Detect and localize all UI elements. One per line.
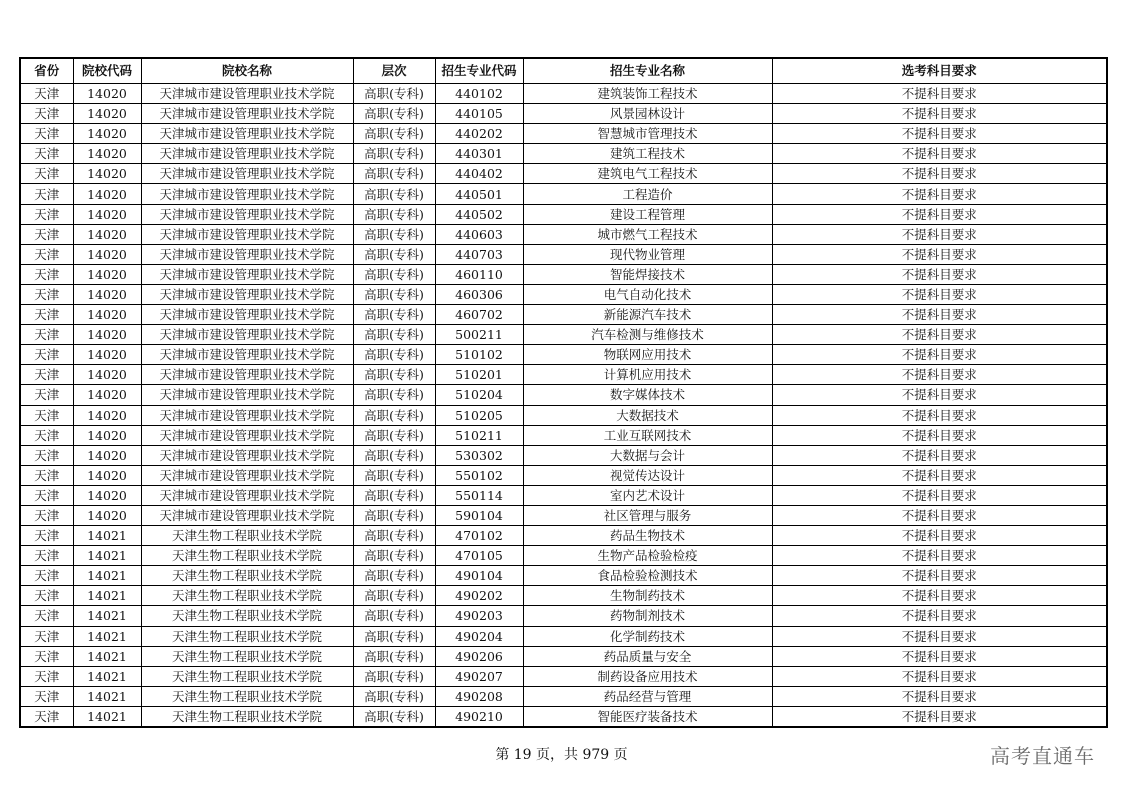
school-name-cell: 天津城市建设管理职业技术学院 bbox=[141, 445, 353, 465]
school-code-cell: 14021 bbox=[73, 566, 141, 586]
province-cell: 天津 bbox=[20, 465, 73, 485]
table-header bbox=[20, 58, 1107, 84]
level-cell: 高职(专科) bbox=[353, 144, 435, 164]
subject-requirement-cell: 不提科目要求 bbox=[772, 526, 1107, 546]
province-cell: 天津 bbox=[20, 405, 73, 425]
major-name-cell: 大数据与会计 bbox=[523, 445, 772, 465]
major-code-cell: 510205 bbox=[435, 405, 523, 425]
major-name-cell: 建筑装饰工程技术 bbox=[523, 84, 772, 104]
subject-requirement-cell: 不提科目要求 bbox=[772, 244, 1107, 264]
major-code-cell: 440105 bbox=[435, 104, 523, 124]
subject-requirement-cell: 不提科目要求 bbox=[772, 164, 1107, 184]
province-cell: 天津 bbox=[20, 706, 73, 727]
level-cell: 高职(专科) bbox=[353, 84, 435, 104]
province-cell: 天津 bbox=[20, 345, 73, 365]
school-name-cell: 天津城市建设管理职业技术学院 bbox=[141, 104, 353, 124]
major-code-cell: 490203 bbox=[435, 606, 523, 626]
major-name-cell: 城市燃气工程技术 bbox=[523, 224, 772, 244]
province-cell: 天津 bbox=[20, 546, 73, 566]
major-name-cell: 大数据技术 bbox=[523, 405, 772, 425]
major-name-cell: 计算机应用技术 bbox=[523, 365, 772, 385]
province-cell: 天津 bbox=[20, 485, 73, 505]
school-code-cell: 14020 bbox=[73, 345, 141, 365]
table-row bbox=[20, 626, 1107, 646]
school-code-cell: 14020 bbox=[73, 204, 141, 224]
major-code-cell: 440501 bbox=[435, 184, 523, 204]
subject-requirement-cell: 不提科目要求 bbox=[772, 706, 1107, 727]
table-row bbox=[20, 284, 1107, 304]
school-code-cell: 14020 bbox=[73, 445, 141, 465]
level-cell: 高职(专科) bbox=[353, 505, 435, 525]
school-code-cell: 14021 bbox=[73, 606, 141, 626]
subject-requirement-cell: 不提科目要求 bbox=[772, 385, 1107, 405]
level-cell: 高职(专科) bbox=[353, 666, 435, 686]
subject-requirement-cell: 不提科目要求 bbox=[772, 505, 1107, 525]
major-name-cell: 生物产品检验检疫 bbox=[523, 546, 772, 566]
level-cell: 高职(专科) bbox=[353, 485, 435, 505]
major-name-cell: 药物制剂技术 bbox=[523, 606, 772, 626]
school-name-cell: 天津城市建设管理职业技术学院 bbox=[141, 425, 353, 445]
school-name-cell: 天津城市建设管理职业技术学院 bbox=[141, 84, 353, 104]
major-name-cell: 建筑工程技术 bbox=[523, 144, 772, 164]
subject-requirement-cell: 不提科目要求 bbox=[772, 184, 1107, 204]
major-code-cell: 440402 bbox=[435, 164, 523, 184]
subject-requirement-cell: 不提科目要求 bbox=[772, 405, 1107, 425]
level-cell: 高职(专科) bbox=[353, 606, 435, 626]
table-row bbox=[20, 505, 1107, 525]
major-code-cell: 490206 bbox=[435, 646, 523, 666]
table-row bbox=[20, 566, 1107, 586]
level-cell: 高职(专科) bbox=[353, 445, 435, 465]
subject-requirement-cell: 不提科目要求 bbox=[772, 586, 1107, 606]
major-code-cell: 490104 bbox=[435, 566, 523, 586]
major-code-header: 招生专业代码 bbox=[435, 58, 523, 84]
major-code-cell: 510204 bbox=[435, 385, 523, 405]
school-code-cell: 14020 bbox=[73, 164, 141, 184]
table-row bbox=[20, 706, 1107, 727]
major-code-cell: 500211 bbox=[435, 325, 523, 345]
level-cell: 高职(专科) bbox=[353, 284, 435, 304]
major-name-cell: 汽车检测与维修技术 bbox=[523, 325, 772, 345]
school-name-cell: 天津生物工程职业技术学院 bbox=[141, 526, 353, 546]
subject-requirement-cell: 不提科目要求 bbox=[772, 84, 1107, 104]
level-cell: 高职(专科) bbox=[353, 626, 435, 646]
major-code-cell: 470105 bbox=[435, 546, 523, 566]
school-name-cell: 天津生物工程职业技术学院 bbox=[141, 686, 353, 706]
school-name-cell: 天津生物工程职业技术学院 bbox=[141, 666, 353, 686]
province-cell: 天津 bbox=[20, 646, 73, 666]
school-code-cell: 14020 bbox=[73, 305, 141, 325]
major-name-cell: 食品检验检测技术 bbox=[523, 566, 772, 586]
major-name-cell: 现代物业管理 bbox=[523, 244, 772, 264]
school-name-cell: 天津城市建设管理职业技术学院 bbox=[141, 405, 353, 425]
table-row bbox=[20, 264, 1107, 284]
school-name-cell: 天津城市建设管理职业技术学院 bbox=[141, 144, 353, 164]
school-name-cell: 天津生物工程职业技术学院 bbox=[141, 626, 353, 646]
school-name-cell: 天津城市建设管理职业技术学院 bbox=[141, 164, 353, 184]
major-name-cell: 电气自动化技术 bbox=[523, 284, 772, 304]
header-row bbox=[20, 58, 1107, 84]
subject-requirement-cell: 不提科目要求 bbox=[772, 686, 1107, 706]
major-name-cell: 化学制药技术 bbox=[523, 626, 772, 646]
province-cell: 天津 bbox=[20, 686, 73, 706]
table-row bbox=[20, 104, 1107, 124]
major-code-cell: 550102 bbox=[435, 465, 523, 485]
province-cell: 天津 bbox=[20, 184, 73, 204]
major-name-cell: 智能医疗装备技术 bbox=[523, 706, 772, 727]
province-cell: 天津 bbox=[20, 224, 73, 244]
level-cell: 高职(专科) bbox=[353, 345, 435, 365]
table-body bbox=[20, 84, 1107, 728]
province-cell: 天津 bbox=[20, 526, 73, 546]
major-code-cell: 490202 bbox=[435, 586, 523, 606]
level-cell: 高职(专科) bbox=[353, 465, 435, 485]
subject-requirement-cell: 不提科目要求 bbox=[772, 325, 1107, 345]
school-code-cell: 14020 bbox=[73, 385, 141, 405]
table-row bbox=[20, 244, 1107, 264]
level-cell: 高职(专科) bbox=[353, 405, 435, 425]
school-code-cell: 14020 bbox=[73, 144, 141, 164]
province-cell: 天津 bbox=[20, 445, 73, 465]
level-header: 层次 bbox=[353, 58, 435, 84]
province-cell: 天津 bbox=[20, 204, 73, 224]
subject-requirement-cell: 不提科目要求 bbox=[772, 365, 1107, 385]
province-cell: 天津 bbox=[20, 244, 73, 264]
table-row bbox=[20, 465, 1107, 485]
level-cell: 高职(专科) bbox=[353, 706, 435, 727]
major-name-cell: 风景园林设计 bbox=[523, 104, 772, 124]
level-cell: 高职(专科) bbox=[353, 224, 435, 244]
subject-requirement-cell: 不提科目要求 bbox=[772, 606, 1107, 626]
table-row bbox=[20, 646, 1107, 666]
major-code-cell: 490210 bbox=[435, 706, 523, 727]
school-name-cell: 天津城市建设管理职业技术学院 bbox=[141, 505, 353, 525]
subject-requirement-cell: 不提科目要求 bbox=[772, 546, 1107, 566]
level-cell: 高职(专科) bbox=[353, 244, 435, 264]
major-code-cell: 510211 bbox=[435, 425, 523, 445]
school-code-cell: 14020 bbox=[73, 224, 141, 244]
subject-requirement-cell: 不提科目要求 bbox=[772, 666, 1107, 686]
level-cell: 高职(专科) bbox=[353, 365, 435, 385]
major-name-cell: 新能源汽车技术 bbox=[523, 305, 772, 325]
school-name-cell: 天津城市建设管理职业技术学院 bbox=[141, 345, 353, 365]
major-name-cell: 工程造价 bbox=[523, 184, 772, 204]
school-name-cell: 天津城市建设管理职业技术学院 bbox=[141, 184, 353, 204]
subject-requirement-cell: 不提科目要求 bbox=[772, 445, 1107, 465]
province-cell: 天津 bbox=[20, 606, 73, 626]
table-row bbox=[20, 445, 1107, 465]
school-name-cell: 天津城市建设管理职业技术学院 bbox=[141, 284, 353, 304]
school-name-cell: 天津城市建设管理职业技术学院 bbox=[141, 244, 353, 264]
level-cell: 高职(专科) bbox=[353, 164, 435, 184]
school-name-cell: 天津生物工程职业技术学院 bbox=[141, 546, 353, 566]
school-code-cell: 14020 bbox=[73, 84, 141, 104]
province-cell: 天津 bbox=[20, 144, 73, 164]
school-code-cell: 14021 bbox=[73, 646, 141, 666]
major-name-cell: 数字媒体技术 bbox=[523, 385, 772, 405]
province-cell: 天津 bbox=[20, 164, 73, 184]
page-number: 第 19 页，共 979 页 bbox=[495, 747, 628, 763]
table-row bbox=[20, 405, 1107, 425]
school-code-cell: 14020 bbox=[73, 244, 141, 264]
table-row bbox=[20, 164, 1107, 184]
major-code-cell: 460110 bbox=[435, 264, 523, 284]
school-code-cell: 14020 bbox=[73, 124, 141, 144]
school-name-cell: 天津城市建设管理职业技术学院 bbox=[141, 264, 353, 284]
level-cell: 高职(专科) bbox=[353, 546, 435, 566]
school-code-cell: 14021 bbox=[73, 666, 141, 686]
province-cell: 天津 bbox=[20, 425, 73, 445]
subject-requirement-cell: 不提科目要求 bbox=[772, 485, 1107, 505]
major-code-cell: 440202 bbox=[435, 124, 523, 144]
province-cell: 天津 bbox=[20, 124, 73, 144]
major-name-cell: 药品生物技术 bbox=[523, 526, 772, 546]
province-cell: 天津 bbox=[20, 264, 73, 284]
school-name-cell: 天津生物工程职业技术学院 bbox=[141, 566, 353, 586]
major-code-cell: 590104 bbox=[435, 505, 523, 525]
subject-requirement-cell: 不提科目要求 bbox=[772, 144, 1107, 164]
major-code-cell: 440703 bbox=[435, 244, 523, 264]
major-name-cell: 物联网应用技术 bbox=[523, 345, 772, 365]
major-code-cell: 440301 bbox=[435, 144, 523, 164]
major-name-cell: 智能焊接技术 bbox=[523, 264, 772, 284]
table-row bbox=[20, 606, 1107, 626]
major-name-cell: 药品经营与管理 bbox=[523, 686, 772, 706]
major-code-cell: 490208 bbox=[435, 686, 523, 706]
major-code-cell: 440502 bbox=[435, 204, 523, 224]
table-row bbox=[20, 546, 1107, 566]
subject-requirement-cell: 不提科目要求 bbox=[772, 425, 1107, 445]
subject-requirement-cell: 不提科目要求 bbox=[772, 305, 1107, 325]
level-cell: 高职(专科) bbox=[353, 586, 435, 606]
province-cell: 天津 bbox=[20, 505, 73, 525]
province-cell: 天津 bbox=[20, 104, 73, 124]
province-cell: 天津 bbox=[20, 284, 73, 304]
major-code-cell: 440603 bbox=[435, 224, 523, 244]
level-cell: 高职(专科) bbox=[353, 566, 435, 586]
level-cell: 高职(专科) bbox=[353, 385, 435, 405]
school-name-cell: 天津生物工程职业技术学院 bbox=[141, 606, 353, 626]
school-name-cell: 天津城市建设管理职业技术学院 bbox=[141, 204, 353, 224]
major-code-cell: 440102 bbox=[435, 84, 523, 104]
school-code-cell: 14020 bbox=[73, 184, 141, 204]
school-name-cell: 天津城市建设管理职业技术学院 bbox=[141, 365, 353, 385]
major-name-cell: 智慧城市管理技术 bbox=[523, 124, 772, 144]
major-code-cell: 460306 bbox=[435, 284, 523, 304]
subject-requirement-cell: 不提科目要求 bbox=[772, 104, 1107, 124]
school-name-header: 院校名称 bbox=[141, 58, 353, 84]
major-code-cell: 490207 bbox=[435, 666, 523, 686]
major-name-cell: 社区管理与服务 bbox=[523, 505, 772, 525]
major-code-cell: 550114 bbox=[435, 485, 523, 505]
subject-requirement-header: 选考科目要求 bbox=[772, 58, 1107, 84]
school-code-cell: 14021 bbox=[73, 526, 141, 546]
school-name-cell: 天津城市建设管理职业技术学院 bbox=[141, 485, 353, 505]
school-code-cell: 14021 bbox=[73, 706, 141, 727]
school-code-cell: 14021 bbox=[73, 586, 141, 606]
table-row bbox=[20, 124, 1107, 144]
admission-table bbox=[19, 57, 1108, 728]
level-cell: 高职(专科) bbox=[353, 646, 435, 666]
province-cell: 天津 bbox=[20, 586, 73, 606]
major-code-cell: 470102 bbox=[435, 526, 523, 546]
watermark-text: 高考直通车 bbox=[990, 744, 1095, 768]
major-name-header: 招生专业名称 bbox=[523, 58, 772, 84]
major-name-cell: 制药设备应用技术 bbox=[523, 666, 772, 686]
school-name-cell: 天津城市建设管理职业技术学院 bbox=[141, 325, 353, 345]
school-code-cell: 14020 bbox=[73, 425, 141, 445]
table-row bbox=[20, 365, 1107, 385]
subject-requirement-cell: 不提科目要求 bbox=[772, 646, 1107, 666]
province-cell: 天津 bbox=[20, 305, 73, 325]
school-name-cell: 天津生物工程职业技术学院 bbox=[141, 586, 353, 606]
province-cell: 天津 bbox=[20, 325, 73, 345]
table-row bbox=[20, 666, 1107, 686]
table-row bbox=[20, 144, 1107, 164]
major-name-cell: 生物制药技术 bbox=[523, 586, 772, 606]
major-code-cell: 530302 bbox=[435, 445, 523, 465]
school-code-cell: 14021 bbox=[73, 546, 141, 566]
level-cell: 高职(专科) bbox=[353, 124, 435, 144]
province-cell: 天津 bbox=[20, 666, 73, 686]
major-name-cell: 室内艺术设计 bbox=[523, 485, 772, 505]
school-code-cell: 14020 bbox=[73, 104, 141, 124]
subject-requirement-cell: 不提科目要求 bbox=[772, 626, 1107, 646]
school-code-cell: 14021 bbox=[73, 686, 141, 706]
major-name-cell: 药品质量与安全 bbox=[523, 646, 772, 666]
school-code-cell: 14020 bbox=[73, 325, 141, 345]
table-row bbox=[20, 345, 1107, 365]
subject-requirement-cell: 不提科目要求 bbox=[772, 284, 1107, 304]
school-code-cell: 14021 bbox=[73, 626, 141, 646]
major-code-cell: 460702 bbox=[435, 305, 523, 325]
school-name-cell: 天津城市建设管理职业技术学院 bbox=[141, 305, 353, 325]
major-name-cell: 工业互联网技术 bbox=[523, 425, 772, 445]
school-code-cell: 14020 bbox=[73, 284, 141, 304]
school-name-cell: 天津城市建设管理职业技术学院 bbox=[141, 124, 353, 144]
school-name-cell: 天津城市建设管理职业技术学院 bbox=[141, 385, 353, 405]
subject-requirement-cell: 不提科目要求 bbox=[772, 204, 1107, 224]
province-cell: 天津 bbox=[20, 84, 73, 104]
province-cell: 天津 bbox=[20, 365, 73, 385]
subject-requirement-cell: 不提科目要求 bbox=[772, 465, 1107, 485]
school-name-cell: 天津生物工程职业技术学院 bbox=[141, 646, 353, 666]
level-cell: 高职(专科) bbox=[353, 325, 435, 345]
school-code-cell: 14020 bbox=[73, 365, 141, 385]
province-cell: 天津 bbox=[20, 566, 73, 586]
table-row bbox=[20, 385, 1107, 405]
school-code-header: 院校代码 bbox=[73, 58, 141, 84]
table-row bbox=[20, 586, 1107, 606]
level-cell: 高职(专科) bbox=[353, 526, 435, 546]
major-name-cell: 建设工程管理 bbox=[523, 204, 772, 224]
level-cell: 高职(专科) bbox=[353, 305, 435, 325]
school-code-cell: 14020 bbox=[73, 405, 141, 425]
school-code-cell: 14020 bbox=[73, 505, 141, 525]
major-code-cell: 510102 bbox=[435, 345, 523, 365]
school-code-cell: 14020 bbox=[73, 264, 141, 284]
subject-requirement-cell: 不提科目要求 bbox=[772, 566, 1107, 586]
table-row bbox=[20, 325, 1107, 345]
level-cell: 高职(专科) bbox=[353, 425, 435, 445]
school-code-cell: 14020 bbox=[73, 485, 141, 505]
school-name-cell: 天津城市建设管理职业技术学院 bbox=[141, 224, 353, 244]
subject-requirement-cell: 不提科目要求 bbox=[772, 345, 1107, 365]
level-cell: 高职(专科) bbox=[353, 104, 435, 124]
table-row bbox=[20, 204, 1107, 224]
school-name-cell: 天津生物工程职业技术学院 bbox=[141, 706, 353, 727]
major-name-cell: 建筑电气工程技术 bbox=[523, 164, 772, 184]
table-row bbox=[20, 184, 1107, 204]
school-code-cell: 14020 bbox=[73, 465, 141, 485]
major-code-cell: 510201 bbox=[435, 365, 523, 385]
major-code-cell: 490204 bbox=[435, 626, 523, 646]
table-row bbox=[20, 224, 1107, 244]
level-cell: 高职(专科) bbox=[353, 264, 435, 284]
level-cell: 高职(专科) bbox=[353, 686, 435, 706]
subject-requirement-cell: 不提科目要求 bbox=[772, 224, 1107, 244]
table-row bbox=[20, 526, 1107, 546]
table-row bbox=[20, 686, 1107, 706]
school-name-cell: 天津城市建设管理职业技术学院 bbox=[141, 465, 353, 485]
table-row bbox=[20, 485, 1107, 505]
province-header: 省份 bbox=[20, 58, 73, 84]
table-row bbox=[20, 425, 1107, 445]
level-cell: 高职(专科) bbox=[353, 204, 435, 224]
subject-requirement-cell: 不提科目要求 bbox=[772, 124, 1107, 144]
subject-requirement-cell: 不提科目要求 bbox=[772, 264, 1107, 284]
table-row bbox=[20, 84, 1107, 104]
major-name-cell: 视觉传达设计 bbox=[523, 465, 772, 485]
province-cell: 天津 bbox=[20, 385, 73, 405]
province-cell: 天津 bbox=[20, 626, 73, 646]
level-cell: 高职(专科) bbox=[353, 184, 435, 204]
table-row bbox=[20, 305, 1107, 325]
